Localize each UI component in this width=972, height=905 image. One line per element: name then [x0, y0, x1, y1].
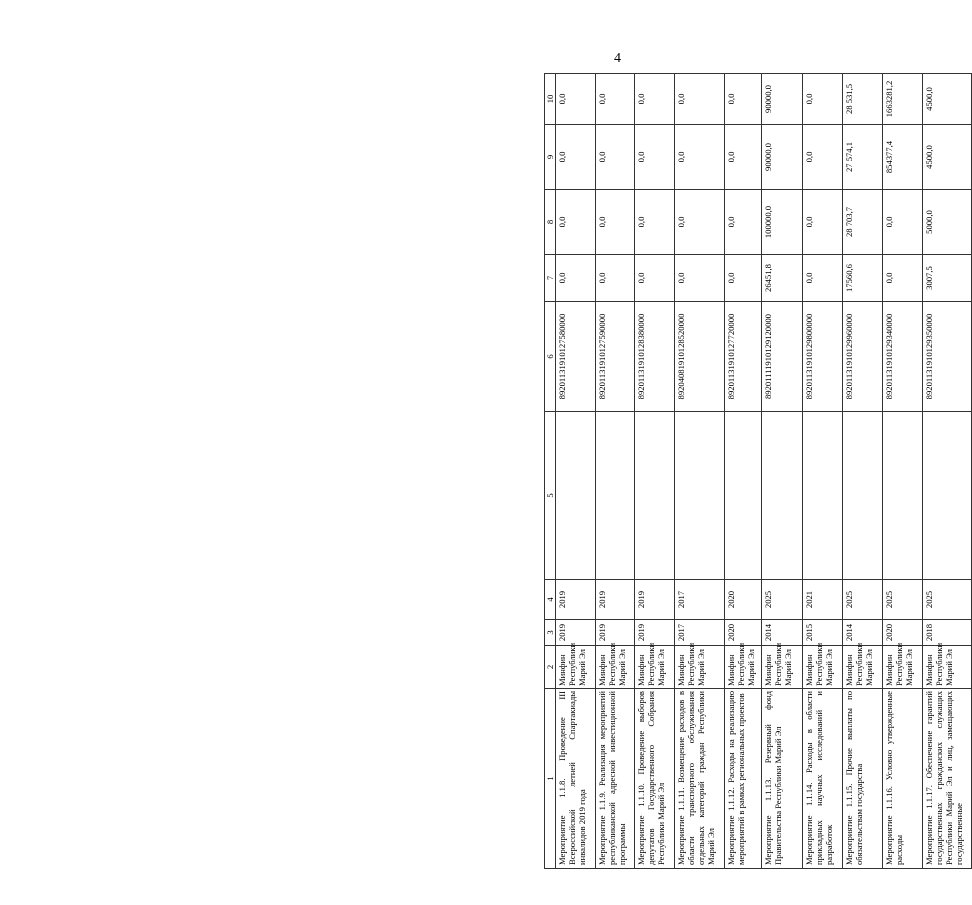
column-5-cell [635, 412, 675, 580]
end-year: 2019 [556, 580, 596, 620]
column-5-cell [596, 412, 635, 580]
budget-code: 89201131910129800000 [803, 302, 843, 412]
column-5-cell [675, 412, 725, 580]
column-header: 5 [545, 412, 556, 580]
end-year: 2020 [725, 580, 762, 620]
responsible-org: Минфин Республики Марий Эл [556, 646, 596, 689]
value-col-9: 0,0 [596, 125, 635, 190]
table-row [923, 74, 972, 869]
measure-name: Мероприятие 1.1.11. Возмещение расходов в области транспортного обслуживания отдельных категорий граждан Республики Марий Эл [675, 689, 725, 869]
value-col-7: 0,0 [556, 255, 596, 302]
start-year: 2019 [556, 620, 596, 646]
column-5-cell [883, 412, 923, 580]
responsible-org: Минфин Республики Марий Эл [843, 646, 883, 689]
value-col-10: 0,0 [596, 74, 635, 125]
value-col-9: 27 574,1 [843, 125, 883, 190]
value-col-8: 0,0 [596, 190, 635, 255]
budget-code: 89201131910129960000 [843, 302, 883, 412]
end-year: 2025 [883, 580, 923, 620]
start-year: 2017 [675, 620, 725, 646]
end-year: 2025 [762, 580, 803, 620]
value-col-10: 28 531,5 [843, 74, 883, 125]
column-header: 1 [545, 689, 556, 869]
value-col-7: 26451,8 [762, 255, 803, 302]
budget-code: 89201131910129350000 [923, 302, 972, 412]
value-col-7: 0,0 [883, 255, 923, 302]
value-col-7: 0,0 [803, 255, 843, 302]
start-year: 2015 [803, 620, 843, 646]
start-year: 2014 [843, 620, 883, 646]
end-year: 2019 [596, 580, 635, 620]
column-header: 2 [545, 646, 556, 689]
responsible-org: Минфин Республики Марий Эл [635, 646, 675, 689]
budget-code: 89201131910128380000 [635, 302, 675, 412]
table-row [762, 74, 803, 869]
end-year: 2021 [803, 580, 843, 620]
column-header: 9 [545, 125, 556, 190]
column-header: 6 [545, 302, 556, 412]
end-year: 2025 [923, 580, 972, 620]
value-col-8: 0,0 [675, 190, 725, 255]
value-col-7: 17560,6 [843, 255, 883, 302]
budget-code: 89204081910128520000 [675, 302, 725, 412]
value-col-9: 0,0 [556, 125, 596, 190]
value-col-9: 0,0 [675, 125, 725, 190]
column-5-cell [762, 412, 803, 580]
column-5-cell [725, 412, 762, 580]
budget-code: 89201131910127720000 [725, 302, 762, 412]
column-5-cell [556, 412, 596, 580]
header-row [545, 74, 556, 869]
value-col-8: 28 703,7 [843, 190, 883, 255]
value-col-10: 0,0 [635, 74, 675, 125]
responsible-org: Минфин Республики Марий Эл [883, 646, 923, 689]
start-year: 2014 [762, 620, 803, 646]
value-col-8: 5000,0 [923, 190, 972, 255]
table-row [675, 74, 725, 869]
program-measures-table [544, 73, 972, 869]
value-col-7: 0,0 [635, 255, 675, 302]
measure-name: Мероприятие 1.1.15. Прочие выплаты по обязательствам государства [843, 689, 883, 869]
measure-name: Мероприятие 1.1.9. Реализация мероприятий республиканской адресной инвестиционной программы [596, 689, 635, 869]
table-row [635, 74, 675, 869]
value-col-8: 0,0 [883, 190, 923, 255]
budget-code: 89201111910129120000 [762, 302, 803, 412]
value-col-10: 1663281,2 [883, 74, 923, 125]
value-col-10: 0,0 [725, 74, 762, 125]
column-header: 8 [545, 190, 556, 255]
value-col-8: 0,0 [725, 190, 762, 255]
responsible-org: Минфин Республики Марий Эл [803, 646, 843, 689]
column-header: 4 [545, 580, 556, 620]
table-row [883, 74, 923, 869]
measure-name: Мероприятие 1.1.14. Расходы в области прикладных научных исследований и разработок [803, 689, 843, 869]
value-col-8: 0,0 [635, 190, 675, 255]
measure-name: Мероприятие 1.1.8. Проведение III Всероссийской летней Спартакиады инвалидов 2019 года [556, 689, 596, 869]
column-5-cell [803, 412, 843, 580]
budget-code: 89201131910129340000 [883, 302, 923, 412]
table-row [725, 74, 762, 869]
measure-name: Мероприятие 1.1.12. Расходы на реализацию мероприятий в рамках региональных проектов [725, 689, 762, 869]
table-row [843, 74, 883, 869]
column-5-cell [843, 412, 883, 580]
column-header: 3 [545, 620, 556, 646]
start-year: 2019 [596, 620, 635, 646]
value-col-10: 0,0 [675, 74, 725, 125]
value-col-10: 4500,0 [923, 74, 972, 125]
responsible-org: Минфин Республики Марий Эл [725, 646, 762, 689]
value-col-10: 0,0 [803, 74, 843, 125]
column-header: 7 [545, 255, 556, 302]
value-col-7: 0,0 [596, 255, 635, 302]
end-year: 2017 [675, 580, 725, 620]
responsible-org: Минфин Республики Марий Эл [923, 646, 972, 689]
value-col-9: 0,0 [803, 125, 843, 190]
value-col-10: 90000,0 [762, 74, 803, 125]
table-row [596, 74, 635, 869]
budget-code: 89201131910127590000 [596, 302, 635, 412]
measure-name: Мероприятие 1.1.16. Условно утвержденные расходы [883, 689, 923, 869]
rotated-table-container [544, 74, 964, 869]
measure-name: Мероприятие 1.1.17. Обеспечение гарантий государственных гражданских служащих Республики Марий Эл и лиц, замещающих государственные [923, 689, 972, 869]
value-col-10: 0,0 [556, 74, 596, 125]
table-row [556, 74, 596, 869]
end-year: 2025 [843, 580, 883, 620]
end-year: 2019 [635, 580, 675, 620]
value-col-9: 4500,0 [923, 125, 972, 190]
budget-code: 89201131910127580000 [556, 302, 596, 412]
start-year: 2020 [725, 620, 762, 646]
table-row [803, 74, 843, 869]
responsible-org: Минфин Республики Марий Эл [675, 646, 725, 689]
responsible-org: Минфин Республики Марий Эл [596, 646, 635, 689]
value-col-8: 100000,0 [762, 190, 803, 255]
value-col-9: 854377,4 [883, 125, 923, 190]
start-year: 2018 [923, 620, 972, 646]
column-header: 10 [545, 74, 556, 125]
value-col-8: 0,0 [556, 190, 596, 255]
value-col-9: 0,0 [635, 125, 675, 190]
value-col-7: 0,0 [725, 255, 762, 302]
responsible-org: Минфин Республики Марий Эл [762, 646, 803, 689]
measure-name: Мероприятие 1.1.10. Проведение выборов депутатов Государственного Собрания Республики Марий Эл [635, 689, 675, 869]
value-col-8: 0,0 [803, 190, 843, 255]
value-col-9: 0,0 [725, 125, 762, 190]
page-number: 4 [614, 51, 621, 66]
column-5-cell [923, 412, 972, 580]
measure-name: Мероприятие 1.1.13. Резервный фонд Правительства Республики Марий Эл [762, 689, 803, 869]
value-col-9: 90000,0 [762, 125, 803, 190]
start-year: 2020 [883, 620, 923, 646]
value-col-7: 3007,5 [923, 255, 972, 302]
start-year: 2019 [635, 620, 675, 646]
value-col-7: 0,0 [675, 255, 725, 302]
